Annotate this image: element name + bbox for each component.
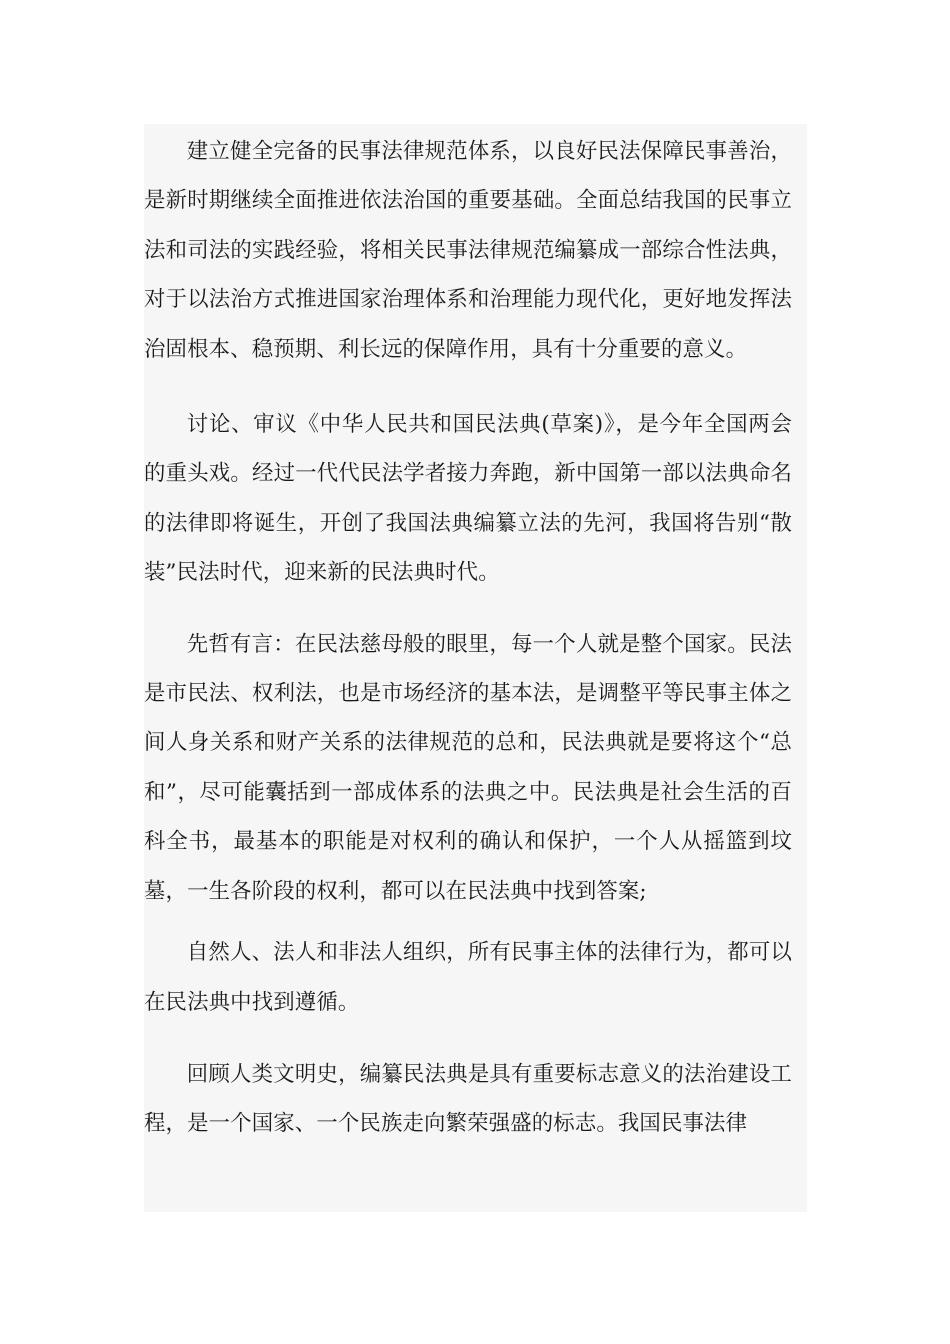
paragraph-2: 讨论、审议《中华人民共和国民法典(草案)》，是今年全国两会的重头戏。经过一代代民法学者接力奔跑，新中国第一部以法典命名的法律即将诞生，开创了我国法典编纂立法的先河，我国将告别“散装”民法时代，迎来新的民法典时代。 [144,412,792,586]
paragraph-4: 自然人、法人和非法人组织，所有民事主体的法律行为，都可以在民法典中找到遵循。 [144,940,792,1015]
document-body [144,127,792,1172]
paragraph-1: 建立健全完备的民事法律规范体系，以良好民法保障民事善治，是新时期继续全面推进依法治国的重要基础。全面总结我国的民事立法和司法的实践经验，将相关民事法律规范编纂成一部综合性法典，对于以法治方式推进国家治理体系和治理能力现代化，更好地发挥法治固根本、稳预期、利长远的保障作用，具有十分重要的意义。 [144,139,792,362]
paragraph-5: 回顾人类文明史，编纂民法典是具有重要标志意义的法治建设工程，是一个国家、一个民族走向繁荣强盛的标志。我国民事法律 [144,1061,792,1137]
paragraph-3: 先哲有言：在民法慈母般的眼里，每一个人就是整个国家。民法是市民法、权利法，也是市场经济的基本法，是调整平等民事主体之间人身关系和财产关系的法律规范的总和，民法典就是要将这个“总和”，尽可能囊括到一部成体系的法典之中。民法典是社会生活的百科全书，最基本的职能是对权利的确认和保护，一个人从摇篮到坟墓，一生各阶段的权利，都可以在民法典中找到答案; [144,631,792,904]
